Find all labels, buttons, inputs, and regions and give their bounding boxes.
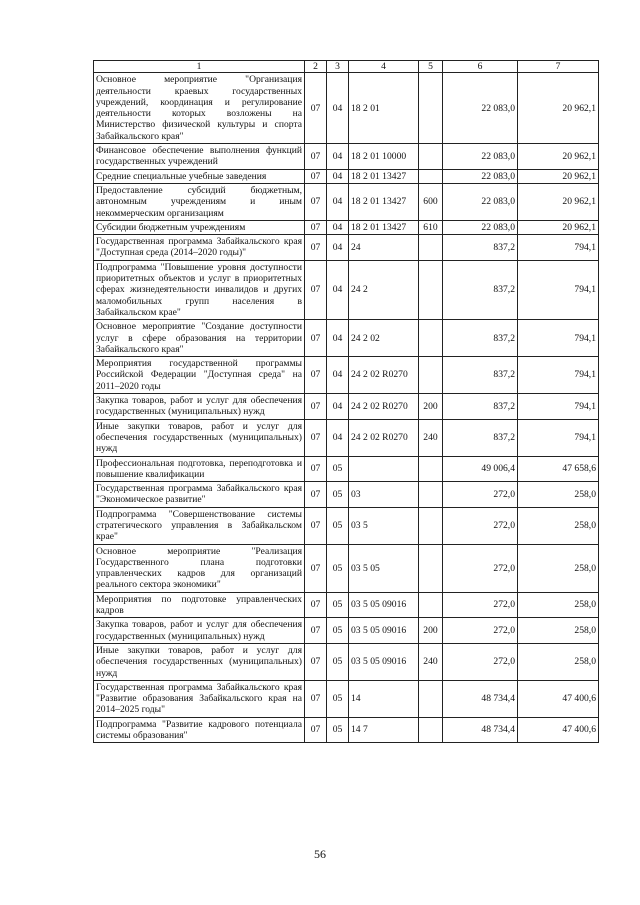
amount-col7-cell: 794,1 xyxy=(518,320,599,357)
amount-col7-cell: 47 400,6 xyxy=(518,717,599,743)
table-body xyxy=(94,61,599,743)
expense-type-cell xyxy=(419,592,443,618)
table-row xyxy=(94,592,599,618)
amount-col7-cell: 20 962,1 xyxy=(518,169,599,183)
amount-col7-cell: 794,1 xyxy=(518,394,599,420)
expense-type-cell: 240 xyxy=(419,419,443,456)
row-name-cell: Закупка товаров, работ и услуг для обеспечения государственных (муниципальных) нужд xyxy=(94,394,305,420)
row-name-cell: Субсидии бюджетным учреждениям xyxy=(94,220,305,234)
table-row xyxy=(94,544,599,592)
expense-type-cell xyxy=(419,73,443,144)
amount-col6-cell: 48 734,4 xyxy=(443,680,518,717)
expense-type-cell xyxy=(419,260,443,319)
amount-col7-cell: 20 962,1 xyxy=(518,183,599,220)
section-code-cell: 07 xyxy=(305,680,327,717)
amount-col6-cell: 837,2 xyxy=(443,235,518,261)
amount-col7-cell: 47 400,6 xyxy=(518,680,599,717)
amount-col7-cell: 20 962,1 xyxy=(518,144,599,170)
expense-type-cell: 610 xyxy=(419,220,443,234)
target-article-cell: 03 xyxy=(349,482,419,508)
amount-col7-cell: 794,1 xyxy=(518,235,599,261)
header-cell: 3 xyxy=(327,61,349,73)
expense-type-cell xyxy=(419,235,443,261)
amount-col6-cell: 272,0 xyxy=(443,507,518,544)
target-article-cell: 24 2 xyxy=(349,260,419,319)
table-row xyxy=(94,482,599,508)
section-code-cell: 07 xyxy=(305,320,327,357)
table-row xyxy=(94,419,599,456)
subsection-code-cell: 04 xyxy=(327,394,349,420)
section-code-cell: 07 xyxy=(305,482,327,508)
subsection-code-cell: 04 xyxy=(327,144,349,170)
expense-type-cell: 200 xyxy=(419,394,443,420)
row-name-cell: Средние специальные учебные заведения xyxy=(94,169,305,183)
expense-type-cell xyxy=(419,680,443,717)
table-row xyxy=(94,220,599,234)
amount-col7-cell: 258,0 xyxy=(518,507,599,544)
subsection-code-cell: 05 xyxy=(327,482,349,508)
target-article-cell: 18 2 01 xyxy=(349,73,419,144)
row-name-cell: Иные закупки товаров, работ и услуг для обеспечения государственных (муниципальных) нужд xyxy=(94,419,305,456)
table-header-row xyxy=(94,61,599,73)
expense-type-cell xyxy=(419,717,443,743)
table-row xyxy=(94,507,599,544)
subsection-code-cell: 04 xyxy=(327,320,349,357)
subsection-code-cell: 05 xyxy=(327,618,349,644)
subsection-code-cell: 04 xyxy=(327,169,349,183)
amount-col6-cell: 837,2 xyxy=(443,357,518,394)
section-code-cell: 07 xyxy=(305,717,327,743)
row-name-cell: Основное мероприятие "Организация деятельности краевых государственных учреждений, координация и регулирование деятельности которых возложены на Министерство физической культуры и спорта Забайкальского края" xyxy=(94,73,305,144)
subsection-code-cell: 04 xyxy=(327,73,349,144)
section-code-cell: 07 xyxy=(305,456,327,482)
amount-col6-cell: 837,2 xyxy=(443,320,518,357)
row-name-cell: Подпрограмма "Совершенствование системы стратегического управления в Забайкальском крае" xyxy=(94,507,305,544)
section-code-cell: 07 xyxy=(305,73,327,144)
amount-col7-cell: 258,0 xyxy=(518,643,599,680)
amount-col7-cell: 20 962,1 xyxy=(518,220,599,234)
target-article-cell: 14 7 xyxy=(349,717,419,743)
table-row xyxy=(94,618,599,644)
expense-type-cell xyxy=(419,144,443,170)
row-name-cell: Основное мероприятие "Реализация Государственного плана подготовки управленческих кадров для организаций реального сектора экономики" xyxy=(94,544,305,592)
target-article-cell: 03 5 05 09016 xyxy=(349,643,419,680)
table-row xyxy=(94,717,599,743)
amount-col7-cell: 47 658,6 xyxy=(518,456,599,482)
expense-type-cell xyxy=(419,482,443,508)
amount-col7-cell: 794,1 xyxy=(518,260,599,319)
expense-type-cell xyxy=(419,507,443,544)
row-name-cell: Государственная программа Забайкальского края "Развитие образования Забайкальского края на 2014–2025 годы" xyxy=(94,680,305,717)
amount-col6-cell: 22 083,0 xyxy=(443,144,518,170)
row-name-cell: Подпрограмма "Развитие кадрового потенциала системы образования" xyxy=(94,717,305,743)
section-code-cell: 07 xyxy=(305,643,327,680)
amount-col6-cell: 22 083,0 xyxy=(443,183,518,220)
row-name-cell: Мероприятия государственной программы Российской Федерации "Доступная среда" на 2011–2020 годы xyxy=(94,357,305,394)
row-name-cell: Государственная программа Забайкальского края "Доступная среда (2014–2020 годы)" xyxy=(94,235,305,261)
section-code-cell: 07 xyxy=(305,183,327,220)
expense-type-cell: 600 xyxy=(419,183,443,220)
amount-col6-cell: 837,2 xyxy=(443,260,518,319)
target-article-cell: 03 5 05 09016 xyxy=(349,592,419,618)
row-name-cell: Государственная программа Забайкальского края "Экономическое развитие" xyxy=(94,482,305,508)
target-article-cell: 18 2 01 10000 xyxy=(349,144,419,170)
table-row xyxy=(94,643,599,680)
amount-col7-cell: 258,0 xyxy=(518,618,599,644)
amount-col6-cell: 48 734,4 xyxy=(443,717,518,743)
target-article-cell: 18 2 01 13427 xyxy=(349,169,419,183)
expense-type-cell: 240 xyxy=(419,643,443,680)
subsection-code-cell: 04 xyxy=(327,419,349,456)
section-code-cell: 07 xyxy=(305,357,327,394)
expense-type-cell xyxy=(419,169,443,183)
target-article-cell: 24 xyxy=(349,235,419,261)
section-code-cell: 07 xyxy=(305,592,327,618)
budget-table xyxy=(93,60,599,743)
amount-col7-cell: 20 962,1 xyxy=(518,73,599,144)
expense-type-cell xyxy=(419,456,443,482)
row-name-cell: Предоставление субсидий бюджетным, автономным учреждениям и иным некоммерческим организациям xyxy=(94,183,305,220)
table-row xyxy=(94,169,599,183)
header-cell: 6 xyxy=(443,61,518,73)
header-cell: 1 xyxy=(94,61,305,73)
subsection-code-cell: 04 xyxy=(327,183,349,220)
subsection-code-cell: 04 xyxy=(327,260,349,319)
row-name-cell: Финансовое обеспечение выполнения функций государственных учреждений xyxy=(94,144,305,170)
expense-type-cell xyxy=(419,320,443,357)
target-article-cell: 24 2 02 xyxy=(349,320,419,357)
section-code-cell: 07 xyxy=(305,618,327,644)
row-name-cell: Подпрограмма "Повышение уровня доступности приоритетных объектов и услуг в приоритетных сферах жизнедеятельности инвалидов и других маломобильных групп населения в Забайкальском крае" xyxy=(94,260,305,319)
amount-col6-cell: 272,0 xyxy=(443,618,518,644)
target-article-cell: 03 5 xyxy=(349,507,419,544)
section-code-cell: 07 xyxy=(305,260,327,319)
row-name-cell: Основное мероприятие "Создание доступности услуг в сфере образования на территории Забайкальского края" xyxy=(94,320,305,357)
amount-col7-cell: 258,0 xyxy=(518,482,599,508)
target-article-cell: 03 5 05 09016 xyxy=(349,618,419,644)
amount-col6-cell: 22 083,0 xyxy=(443,169,518,183)
table-row xyxy=(94,357,599,394)
amount-col6-cell: 272,0 xyxy=(443,643,518,680)
amount-col6-cell: 272,0 xyxy=(443,592,518,618)
amount-col7-cell: 794,1 xyxy=(518,357,599,394)
table-row xyxy=(94,320,599,357)
subsection-code-cell: 05 xyxy=(327,717,349,743)
section-code-cell: 07 xyxy=(305,235,327,261)
amount-col7-cell: 258,0 xyxy=(518,592,599,618)
amount-col7-cell: 258,0 xyxy=(518,544,599,592)
subsection-code-cell: 04 xyxy=(327,235,349,261)
target-article-cell: 24 2 02 R0270 xyxy=(349,419,419,456)
amount-col6-cell: 837,2 xyxy=(443,419,518,456)
subsection-code-cell: 05 xyxy=(327,643,349,680)
amount-col6-cell: 837,2 xyxy=(443,394,518,420)
subsection-code-cell: 04 xyxy=(327,220,349,234)
row-name-cell: Мероприятия по подготовке управленческих кадров xyxy=(94,592,305,618)
target-article-cell: 24 2 02 R0270 xyxy=(349,394,419,420)
expense-type-cell xyxy=(419,357,443,394)
subsection-code-cell: 05 xyxy=(327,456,349,482)
target-article-cell xyxy=(349,456,419,482)
page-number: 56 xyxy=(314,847,326,861)
subsection-code-cell: 05 xyxy=(327,592,349,618)
table-row xyxy=(94,394,599,420)
expense-type-cell: 200 xyxy=(419,618,443,644)
amount-col6-cell: 22 083,0 xyxy=(443,73,518,144)
section-code-cell: 07 xyxy=(305,144,327,170)
section-code-cell: 07 xyxy=(305,169,327,183)
amount-col6-cell: 272,0 xyxy=(443,482,518,508)
subsection-code-cell: 05 xyxy=(327,507,349,544)
amount-col7-cell: 794,1 xyxy=(518,419,599,456)
target-article-cell: 24 2 02 R0270 xyxy=(349,357,419,394)
section-code-cell: 07 xyxy=(305,394,327,420)
amount-col6-cell: 49 006,4 xyxy=(443,456,518,482)
header-cell: 2 xyxy=(305,61,327,73)
header-cell: 5 xyxy=(419,61,443,73)
table-row xyxy=(94,144,599,170)
target-article-cell: 18 2 01 13427 xyxy=(349,220,419,234)
expense-type-cell xyxy=(419,544,443,592)
row-name-cell: Закупка товаров, работ и услуг для обеспечения государственных (муниципальных) нужд xyxy=(94,618,305,644)
header-cell: 7 xyxy=(518,61,599,73)
table-row xyxy=(94,183,599,220)
table-row xyxy=(94,260,599,319)
table-row xyxy=(94,235,599,261)
section-code-cell: 07 xyxy=(305,419,327,456)
table-row xyxy=(94,73,599,144)
table-row xyxy=(94,456,599,482)
table-row xyxy=(94,680,599,717)
target-article-cell: 18 2 01 13427 xyxy=(349,183,419,220)
target-article-cell: 03 5 05 xyxy=(349,544,419,592)
header-cell: 4 xyxy=(349,61,419,73)
subsection-code-cell: 05 xyxy=(327,544,349,592)
row-name-cell: Профессиональная подготовка, переподготовка и повышение квалификации xyxy=(94,456,305,482)
subsection-code-cell: 04 xyxy=(327,357,349,394)
amount-col6-cell: 22 083,0 xyxy=(443,220,518,234)
section-code-cell: 07 xyxy=(305,507,327,544)
subsection-code-cell: 05 xyxy=(327,680,349,717)
amount-col6-cell: 272,0 xyxy=(443,544,518,592)
section-code-cell: 07 xyxy=(305,220,327,234)
row-name-cell: Иные закупки товаров, работ и услуг для обеспечения государственных (муниципальных) нужд xyxy=(94,643,305,680)
target-article-cell: 14 xyxy=(349,680,419,717)
section-code-cell: 07 xyxy=(305,544,327,592)
